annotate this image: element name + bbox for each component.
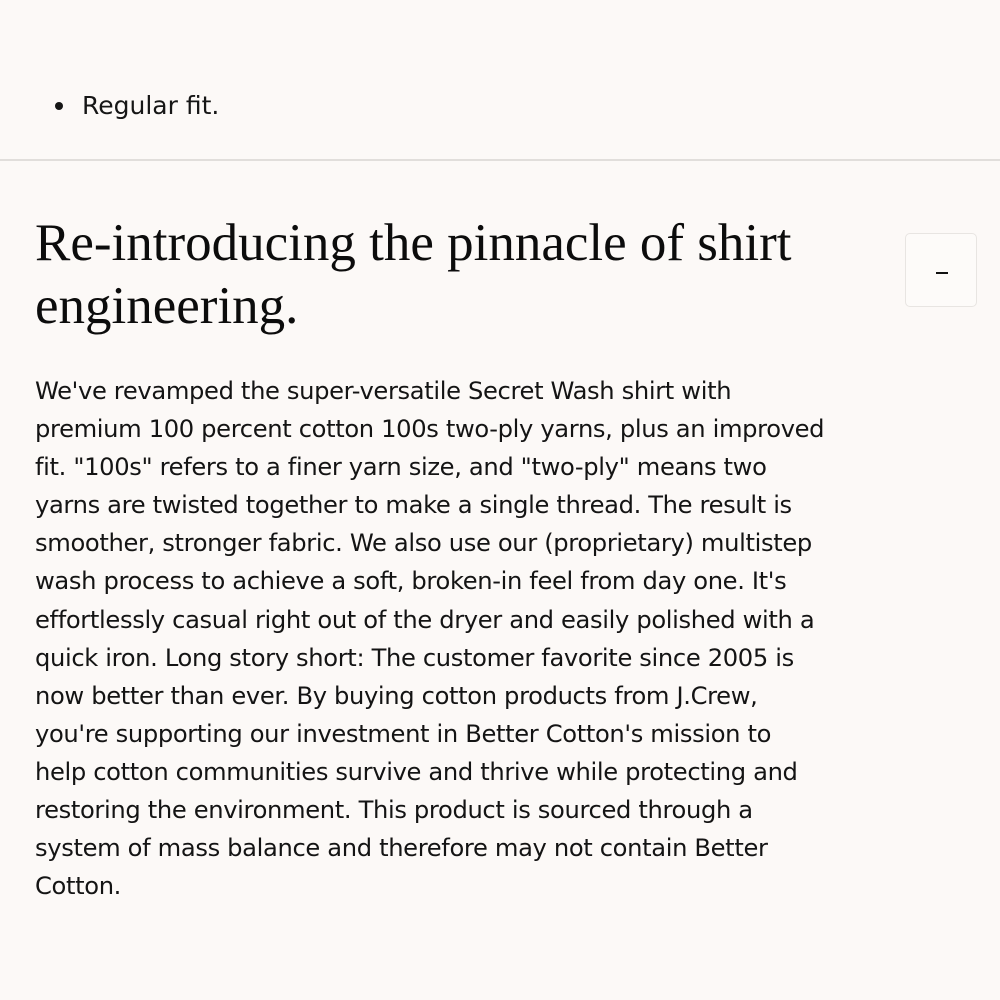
product-details-list xyxy=(0,86,1000,126)
description-line: Cotton. xyxy=(35,872,122,901)
description-line: system of mass balance and therefore may not contain Better xyxy=(35,834,768,863)
description-line: premium 100 percent cotton 100s two-ply yarns, plus an improved xyxy=(35,415,825,444)
fit-text: Regular fit. xyxy=(82,91,220,120)
description-line: effortlessly casual right out of the dryer and easily polished with a xyxy=(35,605,815,634)
minus-icon xyxy=(936,272,948,274)
description-line: quick iron. Long story short: The customer favorite since 2005 is xyxy=(35,643,794,672)
description-line: help cotton communities survive and thrive while protecting and xyxy=(35,757,798,786)
description-line: smoother, stronger fabric. We also use our (proprietary) multistep xyxy=(35,529,812,558)
description-line: now better than ever. By buying cotton products from J.Crew, xyxy=(35,681,758,710)
list-item xyxy=(0,86,1000,126)
section-description xyxy=(35,372,935,905)
collapse-button[interactable] xyxy=(905,233,977,307)
section-divider xyxy=(0,159,1000,161)
description-line: restoring the environment. This product is sourced through a xyxy=(35,796,753,825)
description-line: fit. "100s" refers to a finer yarn size, and "two-ply" means two xyxy=(35,453,767,482)
bullet-icon xyxy=(55,102,63,110)
description-line: wash process to achieve a soft, broken-in feel from day one. It's xyxy=(35,567,787,596)
section-title: Re-introducing the pinnacle of shirt engineering. xyxy=(35,214,792,335)
description-line: We've revamped the super-versatile Secret Wash shirt with xyxy=(35,377,732,405)
description-line: yarns are twisted together to make a single thread. The result is xyxy=(35,491,792,520)
description-line: you're supporting our investment in Better Cotton's mission to xyxy=(35,719,772,748)
